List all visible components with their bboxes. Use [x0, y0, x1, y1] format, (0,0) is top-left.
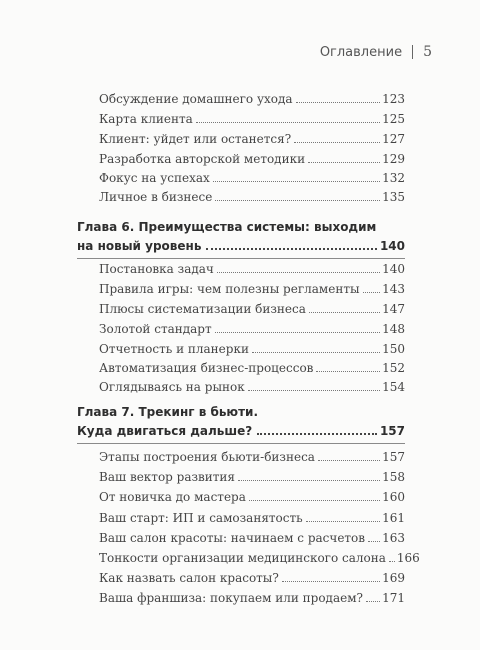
dot-leader: [296, 102, 381, 103]
toc-entry-title: Отчетность и планерки: [99, 342, 249, 356]
toc-entry: [99, 282, 405, 296]
dot-leader: [368, 541, 380, 542]
toc-entry-title: Ваш вектор развития: [99, 470, 236, 484]
divider: [77, 258, 405, 259]
dot-leader: [306, 521, 380, 522]
toc-entry: [99, 470, 405, 484]
toc-entry: [99, 342, 405, 356]
chapter-title-line: Куда двигаться дальше?: [77, 424, 253, 438]
toc-entry-page: 152: [382, 361, 405, 375]
toc-entry: [99, 380, 405, 394]
chapter-heading: [77, 218, 405, 256]
toc-entry-page: 160: [382, 490, 405, 504]
dot-leader: [308, 162, 380, 163]
dot-leader: [238, 480, 380, 481]
toc-entry-title: Личное в бизнесе: [99, 190, 213, 204]
dot-leader: [215, 200, 380, 201]
toc-entry-title: Автоматизация бизнес-процессов: [99, 361, 314, 375]
toc-entry: [99, 152, 405, 166]
toc-entry: [99, 132, 405, 146]
chapter-page: 157: [379, 424, 405, 438]
dot-leader: [363, 292, 381, 293]
toc-entry: [99, 171, 405, 185]
toc-entry-title: Оглядываясь на рынок: [99, 380, 245, 394]
toc-entry-page: 135: [382, 190, 405, 204]
chapter-heading: [77, 403, 405, 441]
toc-entry-title: Обсуждение домашнего ухода: [99, 92, 293, 106]
toc-entry-page: 150: [382, 342, 405, 356]
toc-entry: [99, 511, 405, 525]
dot-leader: [215, 332, 380, 333]
dot-leader: [389, 561, 395, 562]
toc-entry: [99, 450, 405, 464]
toc-entry-title: Карта клиента: [99, 112, 193, 126]
toc-entry-page: 132: [382, 171, 405, 185]
dot-leader: [318, 460, 380, 461]
toc-entry: [99, 551, 420, 565]
dot-leader: [248, 390, 380, 391]
toc-entry: [99, 490, 405, 504]
toc-entry: [99, 531, 405, 545]
toc-entry-page: 169: [382, 571, 405, 585]
toc-entry: [99, 302, 405, 316]
toc-entry: [99, 361, 405, 375]
dot-leader: [316, 371, 380, 372]
toc-entry-page: 163: [382, 531, 405, 545]
toc-entry-title: Разработка авторской методики: [99, 152, 306, 166]
toc-entry-page: 158: [382, 470, 405, 484]
toc-entry-title: Ваш старт: ИП и самозанятость: [99, 511, 303, 525]
toc-entry: [99, 322, 405, 336]
divider: [77, 443, 405, 444]
chapter-page: 140: [379, 239, 405, 253]
dot-leader: [252, 352, 380, 353]
dot-leader: [294, 142, 380, 143]
toc-entry-page: 127: [382, 132, 405, 146]
toc-entry: [99, 591, 405, 605]
toc-entry-title: Правила игры: чем полезны регламенты: [99, 282, 360, 296]
toc-entry-title: Плюсы систематизации бизнеса: [99, 302, 306, 316]
toc-entry-page: 166: [396, 551, 420, 565]
page-number: 5: [423, 44, 432, 60]
chapter-title-line: Глава 7. Трекинг в бьюти.: [77, 405, 259, 419]
toc-entry-page: 125: [382, 112, 405, 126]
toc-entry-title: Золотой стандарт: [99, 322, 212, 336]
dot-leader: [249, 500, 380, 501]
toc-entry-page: 154: [382, 380, 405, 394]
toc-entry-page: 161: [382, 511, 405, 525]
toc-entry-page: 157: [382, 450, 405, 464]
chapter-title-line: на новый уровень: [77, 239, 202, 253]
dot-leader: [196, 122, 380, 123]
toc-entry-page: 147: [382, 302, 405, 316]
dot-leader: [206, 248, 377, 250]
dot-leader: [217, 272, 380, 273]
toc-entry-page: 143: [382, 282, 405, 296]
toc-entry-page: 148: [382, 322, 405, 336]
toc-entry-page: 123: [382, 92, 405, 106]
dot-leader: [282, 581, 380, 582]
header-separator: [412, 45, 413, 59]
toc-entry: [99, 112, 405, 126]
toc-entry-title: Тонкости организации медицинского салона: [99, 551, 386, 565]
toc-entry: [99, 571, 405, 585]
dot-leader: [257, 433, 377, 435]
toc-entry-title: Клиент: уйдет или останется?: [99, 132, 292, 146]
running-header: [320, 44, 432, 60]
toc-entry-title: Ваша франшиза: покупаем или продаем?: [99, 591, 363, 605]
toc-entry-title: Как назвать салон красоты?: [99, 571, 279, 585]
header-title: Оглавление: [319, 44, 403, 60]
toc-entry-title: Этапы построения бьюти-бизнеса: [99, 450, 315, 464]
toc-entry: [99, 262, 405, 276]
dot-leader: [213, 181, 380, 182]
toc-entry-title: От новичка до мастера: [99, 490, 246, 504]
toc-entry-title: Ваш салон красоты: начинаем с расчетов: [99, 531, 366, 545]
toc-entry-title: Постановка задач: [99, 262, 214, 276]
dot-leader: [366, 601, 380, 602]
toc-entry-page: 129: [382, 152, 405, 166]
toc-entry: [99, 190, 405, 204]
toc-entry: [99, 92, 405, 106]
toc-entry-page: 140: [382, 262, 405, 276]
chapter-title-line: Глава 6. Преимущества системы: выходим: [77, 220, 377, 234]
toc-entry-title: Фокус на успехах: [99, 171, 210, 185]
dot-leader: [309, 312, 380, 313]
toc-entry-page: 171: [382, 591, 405, 605]
